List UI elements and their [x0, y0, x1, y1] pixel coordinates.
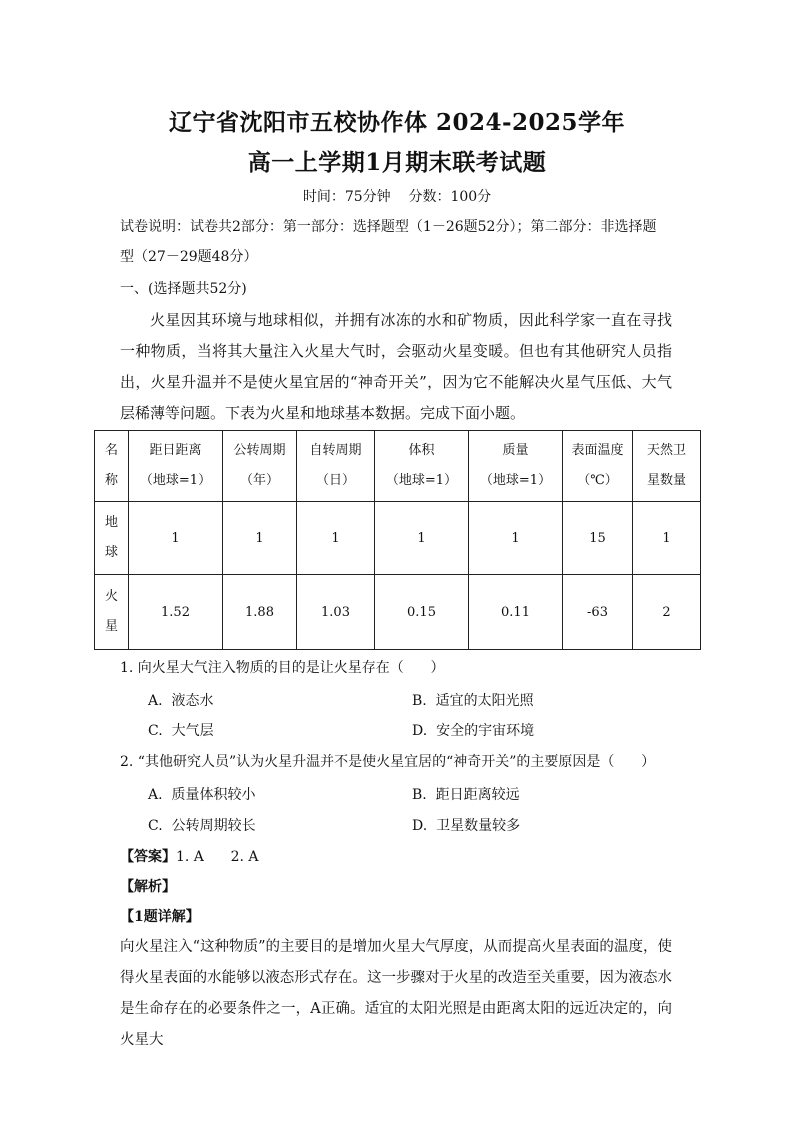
- answer-label: 【答案】: [120, 849, 176, 865]
- table-cell: 0.11: [469, 575, 563, 650]
- table-cell: 2: [633, 575, 701, 650]
- q1-option-b: B. 适宜的太阳光照: [412, 693, 534, 709]
- planet-data-table: [94, 430, 701, 650]
- instructions-line2: 型（27－29题48分）: [120, 249, 258, 265]
- header-cell: 距日距离 （地球=1）: [129, 431, 223, 502]
- table-cell: 1: [129, 502, 223, 575]
- question-2-stem: 2. “其他研究人员”认为火星升温并不是使火星宜居的“神奇开关”的主要原因是（ ）: [120, 754, 656, 770]
- header-cell: 质量 （地球=1）: [469, 431, 563, 502]
- table-cell: 1: [297, 502, 375, 575]
- table-header-row: [95, 431, 701, 502]
- header-cell: 体积 （地球=1）: [375, 431, 469, 502]
- analysis-label: 【解析】: [120, 879, 176, 895]
- table-cell: 1: [223, 502, 297, 575]
- question-1-stem: 1. 向火星大气注入物质的目的是让火星存在（ ）: [120, 660, 445, 676]
- table-cell: 0.15: [375, 575, 469, 650]
- answer-text: 1. A 2. A: [176, 849, 259, 865]
- table-row-mars: [95, 575, 701, 650]
- passage: 火星因其环境与地球相似，并拥有冰冻的水和矿物质，因此科学家一直在寻找一种物质，当将其大量注入火星大气时，会驱动火星变暖。但也有其他研究人员指出，火星升温并不是使火星宜居的“神奇开关”，因为它不能解决火星气压低、大气层稀薄等问题。下表为火星和地球基本数据。完成下面小题。: [120, 311, 672, 422]
- q1-option-a: A. 液态水: [148, 693, 214, 709]
- row-label: 火 星: [95, 575, 129, 650]
- instructions-line1: 试卷说明：试卷共2部分：第一部分：选择题型（1－26题52分）；第二部分：非选择题: [120, 219, 657, 235]
- q2-option-d: D. 卫星数量较多: [412, 818, 521, 834]
- header-cell: 自转周期 （日）: [297, 431, 375, 502]
- q1-option-d: D. 安全的宇宙环境: [412, 723, 535, 739]
- table-cell: 1.88: [223, 575, 297, 650]
- table-row-earth: [95, 502, 701, 575]
- q1-option-c: C. 大气层: [148, 723, 214, 739]
- exam-meta: 时间：75分钟 分数：100分: [302, 189, 492, 205]
- table-cell: 1: [375, 502, 469, 575]
- exam-title-line2: 高一上学期1月期末联考试题: [247, 149, 547, 176]
- detail-label: 【1题详解】: [120, 909, 200, 925]
- table-cell: -63: [563, 575, 633, 650]
- header-cell: 表面温度 （℃）: [563, 431, 633, 502]
- table-cell: 1.52: [129, 575, 223, 650]
- table-cell: 1: [633, 502, 701, 575]
- exam-title-line1: 辽宁省沈阳市五校协作体 2024-2025学年: [168, 109, 626, 136]
- detail-text: 向火星注入“这种物质”的主要目的是增加火星大气厚度，从而提高火星表面的温度，使得火星表面的水能够以液态形式存在。这一步骤对于火星的改造至关重要，因为液态水是生命存在的必要条件之一，A正确。适宜的太阳光照是由距离太阳的远近决定的，向火星大: [120, 939, 672, 1048]
- header-cell: 公转周期 （年）: [223, 431, 297, 502]
- table-cell: 1: [469, 502, 563, 575]
- q2-option-b: B. 距日距离较远: [412, 787, 520, 803]
- header-cell: 名 称: [95, 431, 129, 502]
- table-cell: 15: [563, 502, 633, 575]
- row-label: 地 球: [95, 502, 129, 575]
- q2-option-c: C. 公转周期较长: [148, 818, 256, 834]
- answer-line: [120, 846, 259, 866]
- header-cell: 天然卫 星数量: [633, 431, 701, 502]
- section-heading: 一、(选择题共52分): [120, 281, 247, 297]
- table-cell: 1.03: [297, 575, 375, 650]
- q2-option-a: A. 质量体积较小: [148, 787, 256, 803]
